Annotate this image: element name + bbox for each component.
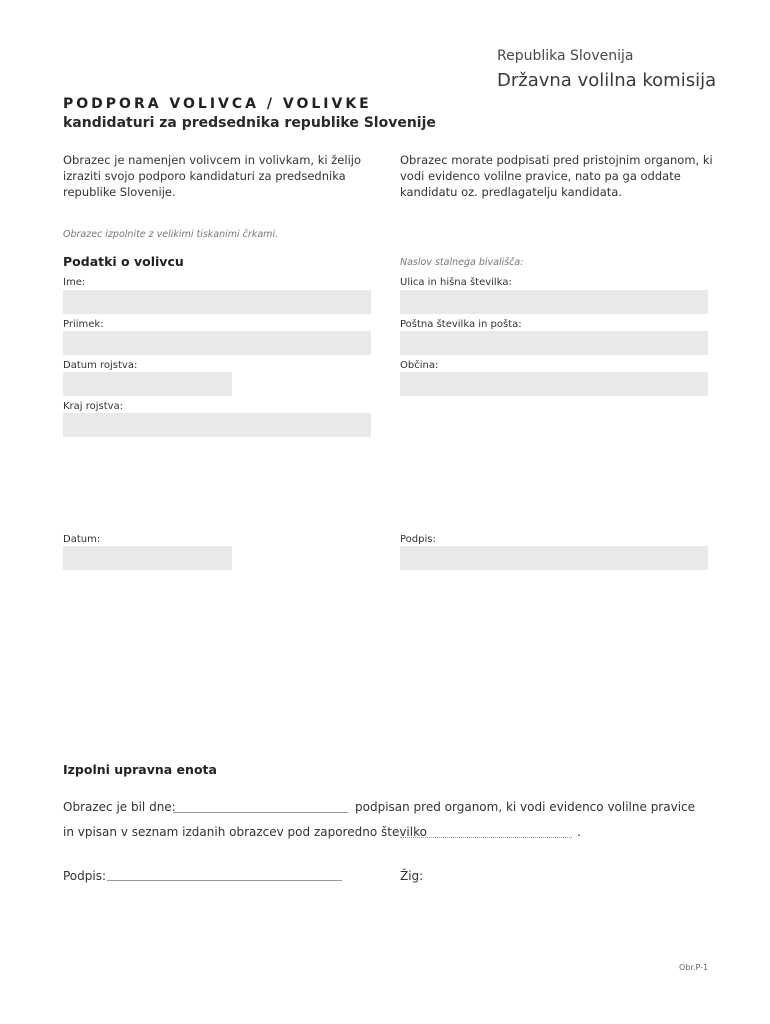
header-commission: Državna volilna komisija	[497, 70, 717, 91]
fill-note: Obrazec izpolnite z velikimi tiskanimi črkami.	[63, 229, 279, 240]
first-name-label: Ime:	[63, 277, 86, 288]
birth-date-field[interactable]	[63, 372, 232, 396]
office-stamp-label: Žig:	[400, 869, 424, 883]
header-country: Republika Slovenija	[497, 48, 634, 64]
birth-place-field[interactable]	[63, 413, 371, 437]
office-signature-line[interactable]	[107, 880, 342, 881]
signature-field[interactable]	[400, 546, 708, 570]
office-registry-text: in vpisan v seznam izdanih obrazcev pod zaporedno številko	[63, 825, 427, 839]
voter-section-title: Podatki o volivcu	[63, 254, 184, 269]
signature-label: Podpis:	[400, 534, 436, 545]
office-date-line[interactable]	[173, 812, 348, 813]
municipality-field[interactable]	[400, 372, 708, 396]
intro-right: Obrazec morate podpisati pred pristojnim organom, ki vodi evidenco volilne pravice, nato pa ga oddate kandidatu oz. predlagatelju kandidata.	[400, 153, 713, 199]
last-name-field[interactable]	[63, 331, 371, 355]
municipality-label: Občina:	[400, 360, 439, 371]
form-code: Obr.P-1	[679, 963, 709, 972]
date-field[interactable]	[63, 546, 232, 570]
office-section-title: Izpolni upravna enota	[63, 762, 217, 777]
office-date-label: Obrazec je bil dne:	[63, 800, 176, 814]
birth-date-label: Datum rojstva:	[63, 360, 138, 371]
form-subtitle: kandidaturi za predsednika republike Slovenije	[63, 115, 436, 131]
last-name-label: Priimek:	[63, 319, 104, 330]
office-signed-text: podpisan pred organom, ki vodi evidenco volilne pravice	[355, 800, 696, 814]
address-note: Naslov stalnega bivališča:	[400, 257, 524, 268]
office-number-line[interactable]	[400, 837, 572, 838]
date-label: Datum:	[63, 534, 101, 545]
intro-left: Obrazec je namenjen volivcem in volivkam, ki želijo izraziti svojo podporo kandidaturi za predsednika republike Slovenije.	[63, 153, 361, 199]
first-name-field[interactable]	[63, 290, 371, 314]
office-registry-end: .	[577, 825, 581, 839]
street-field[interactable]	[400, 290, 708, 314]
form-title: PODPORA VOLIVCA / VOLIVKE	[63, 96, 372, 112]
street-label: Ulica in hišna številka:	[400, 277, 512, 288]
postal-field[interactable]	[400, 331, 708, 355]
birth-place-label: Kraj rojstva:	[63, 401, 124, 412]
office-signature-label: Podpis:	[63, 869, 107, 883]
postal-label: Poštna številka in pošta:	[400, 319, 522, 330]
